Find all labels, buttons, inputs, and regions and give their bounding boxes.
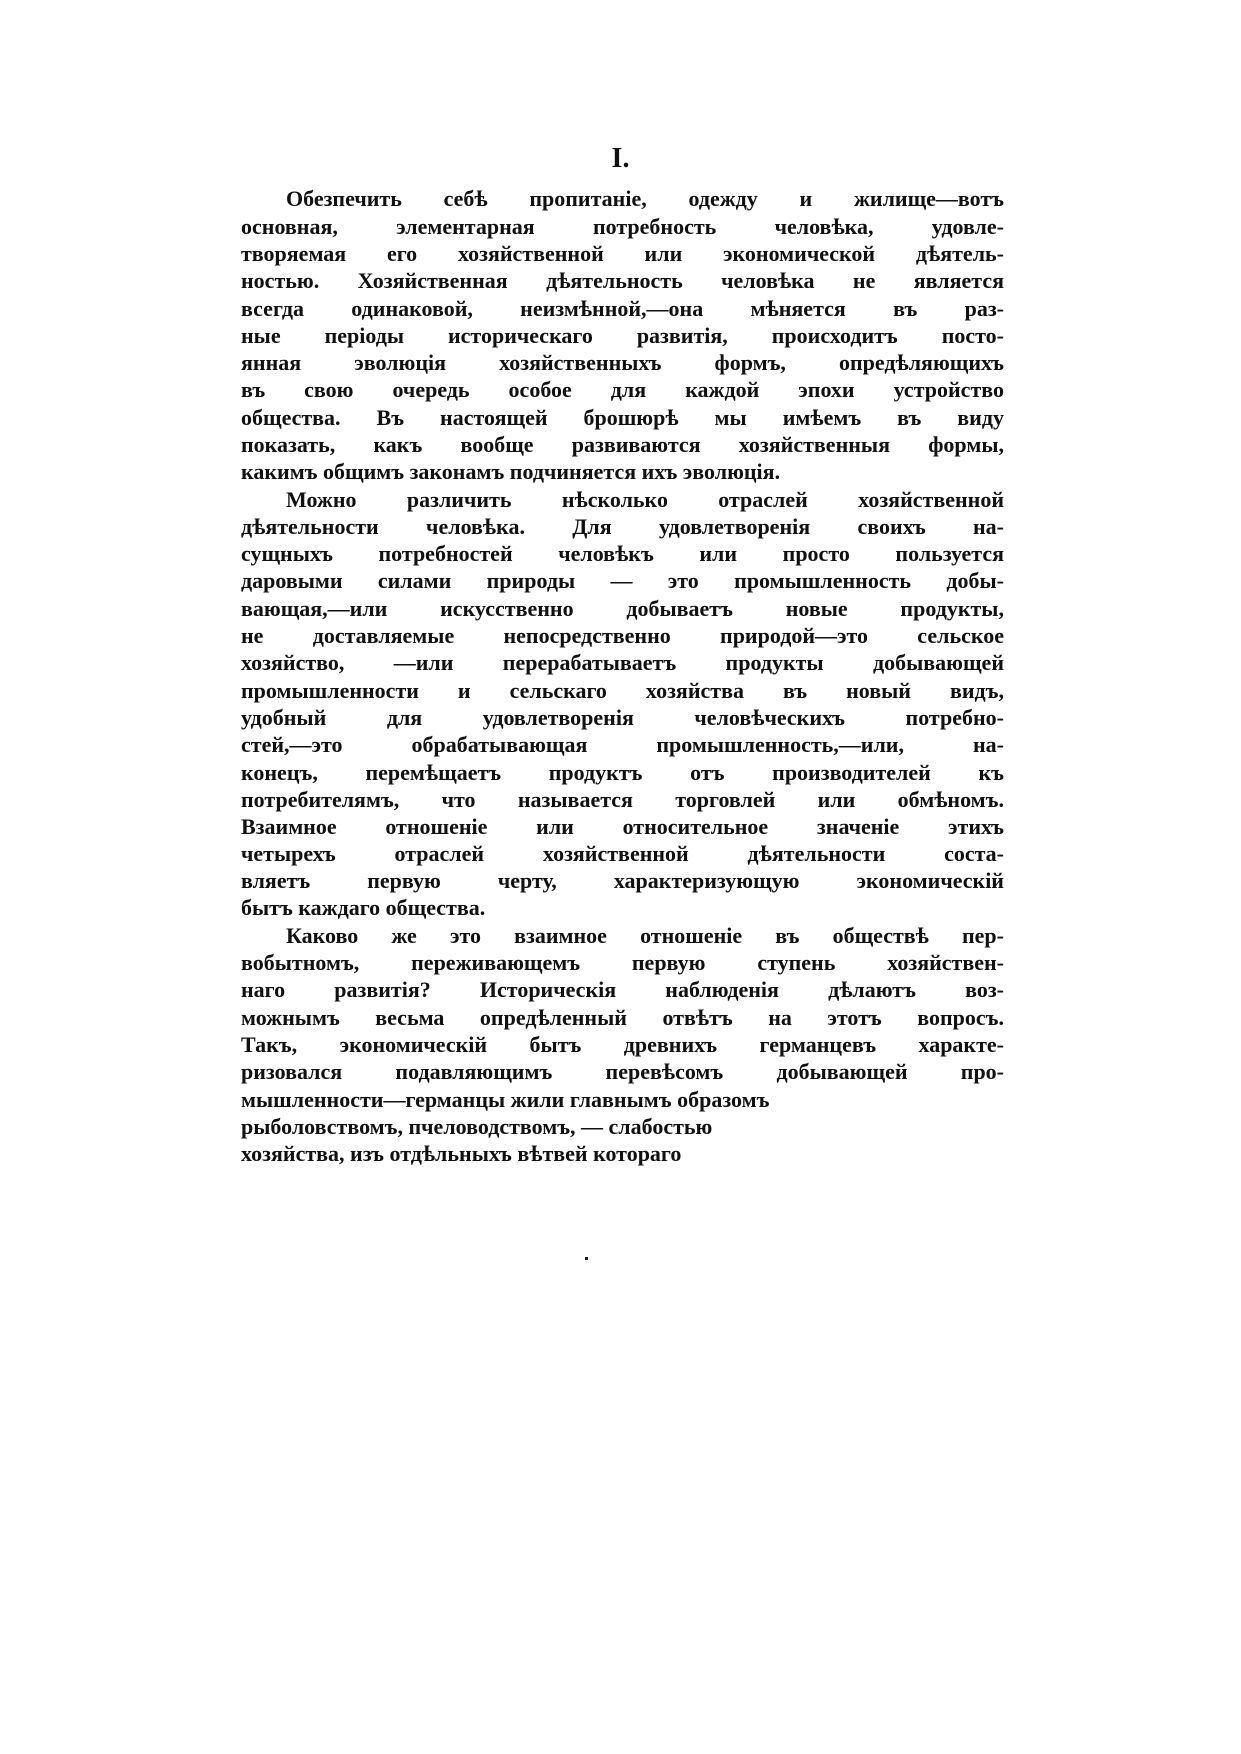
text-line: четырехъ отраслей хозяйственной дѣятельности соста- (241, 841, 1004, 866)
text-line: не доставляемые непосредственно природой—это сельское (241, 623, 1004, 648)
text-line: дѣятельности человѣка. Для удовлетворенія своихъ на- (241, 514, 1004, 539)
text-line: рыболовствомъ, пчеловодствомъ, — слабостью (241, 1114, 713, 1139)
text-line: даровыми силами природы — это промышленность добы- (241, 568, 1004, 593)
text-line: стей,—это обрабатывающая промышленность,—или, на- (241, 732, 1004, 757)
text-line: Можно различить нѣсколько отраслей хозяйственной (286, 487, 1004, 512)
text-line: вающая,—или искусственно добываетъ новые продукты, (241, 596, 1004, 621)
text-line: бытъ каждаго общества. (241, 895, 486, 920)
text-line: ризовался подавляющимъ перевѣсомъ добывающей про- (241, 1059, 1004, 1084)
text-line: наго развитія? Историческія наблюденія дѣлаютъ воз- (241, 977, 1004, 1002)
text-line: основная, элементарная потребность человѣка, удовле- (241, 214, 1004, 239)
text-line: какимъ общимъ законамъ подчиняется ихъ эволюція. (241, 459, 781, 484)
text-line: промышленности и сельскаго хозяйства въ новый видъ, (241, 678, 1004, 703)
text-line: сущныхъ потребностей человѣкъ или просто пользуется (241, 541, 1004, 566)
text-line: вобытномъ, переживающемъ первую ступень хозяйствен- (241, 950, 1004, 975)
text-line: въ свою очередь особое для каждой эпохи устройство (241, 377, 1004, 402)
section-heading: I. (611, 143, 630, 174)
text-line: Обезпечить себѣ пропитаніе, одежду и жилище—вотъ (286, 186, 1004, 211)
text-line: ные періоды историческаго развитія, происходитъ посто- (241, 323, 1004, 348)
text-line: Такъ, экономическій бытъ древнихъ германцевъ характе- (241, 1032, 1004, 1057)
text-line: удобный для удовлетворенія человѣческихъ потребно- (241, 705, 1004, 730)
text-line: янная эволюція хозяйственныхъ формъ, опредѣляющихъ (241, 350, 1004, 375)
text-line: вляетъ первую черту, характеризующую экономическій (241, 868, 1004, 893)
print-speck (585, 1257, 588, 1260)
text-line: можнымъ весьма опредѣленный отвѣтъ на этотъ вопросъ. (241, 1005, 1004, 1030)
text-line: творяемая его хозяйственной или экономической дѣятель- (241, 241, 1004, 266)
text-line: ностью. Хозяйственная дѣятельность человѣка не является (241, 268, 1004, 293)
text-line: конецъ, перемѣщаетъ продуктъ отъ производителей къ (241, 760, 1004, 785)
text-line: всегда одинаковой, неизмѣнной,—она мѣняется въ раз- (241, 296, 1004, 321)
text-line: показать, какъ вообще развиваются хозяйственныя формы, (241, 432, 1004, 457)
text-line: Взаимное отношеніе или относительное значеніе этихъ (241, 814, 1004, 839)
text-line: хозяйства, изъ отдѣльныхъ вѣтвей котораго (241, 1141, 682, 1166)
text-line: общества. Въ настоящей брошюрѣ мы имѣемъ въ виду (241, 405, 1004, 430)
text-line: хозяйство, —или перерабатываетъ продукты добывающей (241, 650, 1004, 675)
text-line: мышленности—германцы жили главнымъ образомъ (241, 1087, 770, 1112)
text-line: потребителямъ, что называется торговлей или обмѣномъ. (241, 787, 1004, 812)
text-line: Каково же это взаимное отношеніе въ обществѣ пер- (286, 923, 1004, 948)
